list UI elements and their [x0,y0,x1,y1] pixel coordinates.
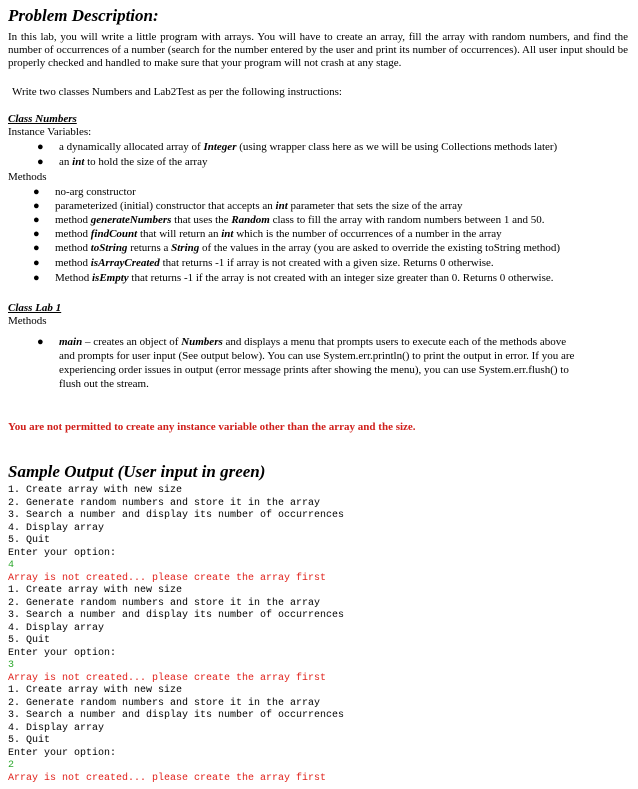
output-line: Array is not created... please create the array first [8,772,327,784]
numbers-class-heading: Class Numbers [8,113,77,125]
bullet-icon: ● [37,336,44,348]
problem-heading: Problem Description: [8,6,159,25]
output-line: Enter your option: [8,747,117,759]
output-line: 5. Quit [8,735,51,746]
output-line: 5. Quit [8,535,51,546]
output-line: 1. Create array with new size [8,485,183,496]
output-line: 5. Quit [8,635,51,646]
output-line: 4 [8,560,15,571]
output-line: 4. Display array [8,722,105,734]
sample-output-heading: Sample Output (User input in green) [8,462,266,481]
instance-variables-label: Instance Variables: [8,126,92,138]
output-line: 3. Search a number and display its number of occurrences [8,510,345,521]
method-item: ● method findCount that will return an int which is the number of occurrences of a number in the array [33,228,502,240]
bullet-icon: ● [33,257,40,269]
output-line: 2 [8,760,15,771]
output-line: Enter your option: [8,547,117,559]
bullet-icon: ● [33,214,40,226]
output-line: 3. Search a number and display its number of occurrences [8,710,345,721]
output-line: 2. Generate random numbers and store it in the array [8,597,321,609]
method-item: ● Method isEmpty that returns -1 if the array is not created with an integer size greater than 0. Returns 0 otherwise. [33,272,554,284]
sample-output-block [8,485,344,785]
output-line: 2. Generate random numbers and store it in the array [8,697,321,709]
lab-class-heading: Class Lab 1 [8,302,62,314]
method-item: ● no-arg constructor [33,186,136,198]
output-line: 1. Create array with new size [8,685,183,696]
intro-paragraph: In this lab, you will write a little program with arrays. You will have to create an array, fill the array with random numbers, and find the number of occurrences of a number (search for the number entered by the user and print its number of occurrences). All user input should be properly checked and handled to make sure that your program will not crash at any stage. [8,31,628,69]
output-line: 3 [8,660,15,671]
bullet-icon: ● [33,228,40,240]
output-line: 1. Create array with new size [8,585,183,596]
bullet-icon: ● [37,141,44,153]
instructions-text: Write two classes Numbers and Lab2Test as per the following instructions: [12,86,342,98]
instance-var-item: ● a dynamically allocated array of Integer (using wrapper class here as we will be using Collections methods later) [37,141,558,153]
bullet-icon: ● [33,242,40,254]
output-line: 2. Generate random numbers and store it in the array [8,497,321,509]
output-line: Array is not created... please create the array first [8,572,327,584]
bullet-icon: ● [33,186,40,198]
method-item: ● method isArrayCreated that returns -1 if array is not created with a given size. Returns 0 otherwise. [33,257,494,269]
output-line: 4. Display array [8,622,105,634]
bullet-icon: ● [33,272,40,284]
output-line: 3. Search a number and display its number of occurrences [8,610,345,621]
methods-label: Methods [8,171,47,183]
lab-methods-label: Methods [8,315,47,327]
output-line: Enter your option: [8,647,117,659]
method-item: ● parameterized (initial) constructor that accepts an int parameter that sets the size of the array [33,200,463,212]
warning-text: You are not permitted to create any instance variable other than the array and the size. [8,421,416,433]
method-item: ● method toString returns a String of the values in the array (you are asked to override the existing toString method) [33,242,561,254]
output-line: Array is not created... please create the array first [8,672,327,684]
bullet-icon: ● [37,156,44,168]
output-line: 4. Display array [8,522,105,534]
method-item: ● method generateNumbers that uses the Random class to fill the array with random numbers between 1 and 50. [33,214,545,226]
main-method-item: ● main – creates an object of Numbers and displays a menu that prompts users to execute each of the methods above and prompts for user input (See output below). You can use System.err.println() to print the output in error. If you are experiencing order issues in output (error message prints after showing the menu), you can use System.err.flush() to flush out the stream. [37,336,575,390]
instance-var-item: ● an int to hold the size of the array [37,156,208,168]
bullet-icon: ● [33,200,40,212]
